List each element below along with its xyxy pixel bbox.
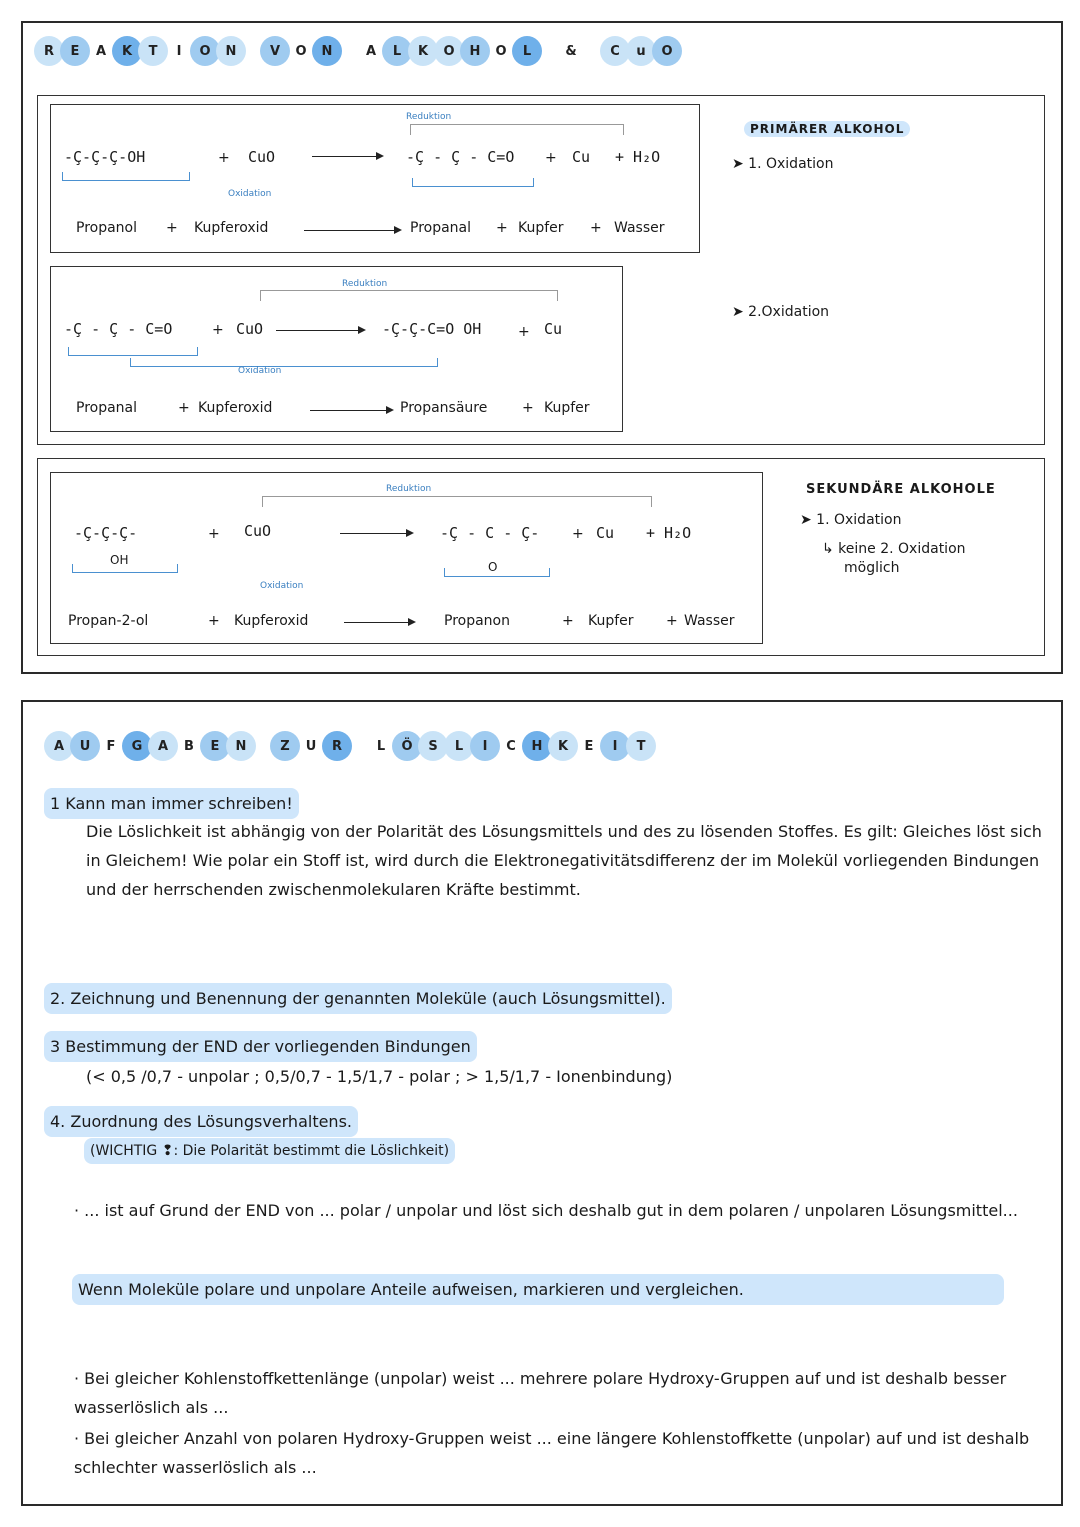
title-letter: N (312, 36, 342, 66)
reduction-label: Reduktion (386, 484, 432, 494)
title-letter: A (44, 731, 74, 761)
reduction-bracket (262, 496, 652, 507)
word-propanal: Propanal (410, 220, 472, 236)
word-kupfer: Kupfer (518, 220, 564, 236)
title-letter: N (226, 731, 256, 761)
reaction-arrow (312, 156, 382, 157)
title-letter: N (216, 36, 246, 66)
propanol-formula: -Ç-Ç-Ç-OH (64, 148, 146, 166)
oxidation-label: Oxidation (260, 581, 304, 591)
plus-sign: + (522, 400, 534, 416)
title-letter: L (382, 36, 412, 66)
title-letter: I (470, 731, 500, 761)
propan-2-ol-formula: -Ç-Ç-Ç- (74, 524, 138, 542)
title-letter: O (495, 43, 507, 59)
reduction-bracket (260, 290, 558, 301)
oxidation-label: Oxidation (228, 189, 272, 199)
title-letter: E (200, 731, 230, 761)
plus-sign: + (666, 613, 678, 629)
compare-instruction: Wenn Moleküle polare und unpolare Anteile aufweisen, markieren und vergleichen. (72, 1274, 1004, 1305)
plus-sign: + (208, 526, 220, 542)
plus-sign: + (166, 220, 178, 236)
word-wasser: Wasser (614, 220, 665, 236)
word-kupfer: Kupfer (544, 400, 590, 416)
oxidation-bracket (412, 178, 534, 187)
title-letter: K (112, 36, 142, 66)
title-letter: C (600, 36, 630, 66)
title-letter: A (365, 43, 377, 59)
reaction-arrow (340, 533, 412, 534)
title-letter: U (305, 738, 317, 754)
word-kupferoxid: Kupferoxid (198, 400, 273, 416)
word-propanal: Propanal (76, 400, 138, 416)
reduction-bracket (410, 124, 624, 135)
title-letter: V (260, 36, 290, 66)
cuo-formula: CuO (248, 148, 276, 166)
plus-sign: + (496, 220, 508, 236)
word-propanon: Propanon (444, 613, 510, 629)
word-propan-2-ol: Propan-2-ol (68, 613, 149, 629)
no-second-oxidation: ↳ keine 2. Oxidation (822, 541, 966, 557)
item2-heading: 2. Zeichnung und Benennung der genannten Moleküle (auch Lösungsmittel). (44, 983, 672, 1014)
plus-sign: + (178, 400, 190, 416)
title-letter: A (95, 43, 107, 59)
word-kupferoxid: Kupferoxid (194, 220, 269, 236)
title-letter: U (70, 731, 100, 761)
cu-formula: Cu (596, 524, 615, 542)
plus-sign: + (572, 526, 584, 542)
title-letter: O (295, 43, 307, 59)
section2-title (44, 731, 652, 761)
water-formula: + H₂O (615, 148, 661, 166)
plus-sign: + (518, 324, 530, 340)
plus-sign: + (590, 220, 602, 236)
word-wasser: Wasser (684, 613, 735, 629)
bullet-more-hydroxy: · Bei gleicher Kohlenstoffkettenlänge (unpolar) weist ... mehrere polare Hydroxy-Gruppen auf und ist deshalb besser wasserlöslich als ... (74, 1369, 1007, 1417)
title-letter: R (322, 731, 352, 761)
title-letter: G (122, 731, 152, 761)
title-letter: E (584, 738, 594, 754)
title-letter: L (444, 731, 474, 761)
title-letter: Ö (392, 731, 422, 761)
title-letter: K (408, 36, 438, 66)
reaction-arrow (310, 410, 392, 411)
plus-sign: + (562, 613, 574, 629)
plus-sign: + (218, 150, 230, 166)
oh-group: OH (110, 553, 129, 567)
oxidation-bracket (130, 358, 438, 367)
reaction-arrow (276, 330, 364, 331)
propanal-formula: -Ç - Ç - C=O (406, 148, 515, 166)
title-letter: T (626, 731, 656, 761)
cu-formula: Cu (572, 148, 591, 166)
item4-note: (WICHTIG ❢: Die Polarität bestimmt die Löslichkeit) (84, 1138, 455, 1164)
title-letter: K (548, 731, 578, 761)
title-letter: H (460, 36, 490, 66)
reduction-label: Reduktion (342, 279, 388, 289)
first-oxidation-note: ➤ 1. Oxidation (732, 156, 834, 172)
title-letter: u (626, 36, 656, 66)
word-kupfer: Kupfer (588, 613, 634, 629)
title-letter: L (512, 36, 542, 66)
title-letter: L (376, 738, 386, 754)
oxidation-bracket (62, 172, 190, 181)
template-sentence: · ... ist auf Grund der END von ... polar / unpolar und löst sich deshalb gut in dem polaren / unpolaren Lösungsmittel... (74, 1201, 1018, 1220)
oxygen-atom: O (488, 560, 498, 574)
title-letter: I (176, 43, 182, 59)
title-letter: C (506, 738, 516, 754)
title-letter: H (522, 731, 552, 761)
title-letter: S (418, 731, 448, 761)
reaction-arrow (304, 230, 400, 231)
oxidation-bracket (444, 568, 550, 577)
propanal-formula: -Ç - Ç - C=O (64, 320, 173, 338)
propansaeure-formula: -Ç-Ç-C=O OH (382, 320, 482, 338)
propanon-formula: -Ç - C - Ç- (440, 524, 540, 542)
plus-sign: + (545, 150, 557, 166)
bullet-longer-chain: · Bei gleicher Anzahl von polaren Hydroxy-Gruppen weist ... eine längere Kohlenstoffkette (unpolar) auf und ist deshalb schlechter wasserlöslich als ... (74, 1429, 1030, 1477)
item4-heading: 4. Zuordnung des Lösungsverhaltens. (44, 1106, 358, 1137)
title-letter: A (148, 731, 178, 761)
title-letter: I (600, 731, 630, 761)
word-kupferoxid: Kupferoxid (234, 613, 309, 629)
item1-text: Die Löslichkeit ist abhängig von der Polarität des Lösungsmittels und des zu lösenden Stoffes. Es gilt: Gleiches löst sich in Gleichem! Wie polar ein Stoff ist, wird durch die Elektronegativitätsdifferenz der im Molekül vorliegenden Bindungen und der herrschenden zwischenmolekularen Kräfte bestimmt. (86, 822, 1042, 899)
cuo-formula: CuO (236, 320, 264, 338)
reduction-label: Reduktion (406, 112, 452, 122)
item3-text: (< 0,5 /0,7 - unpolar ; 0,5/0,7 - 1,5/1,7 - polar ; > 1,5/1,7 - Ionenbindung) (86, 1067, 673, 1086)
word-propanol: Propanol (76, 220, 138, 236)
section1-title (34, 36, 678, 66)
title-letter: E (60, 36, 90, 66)
word-propansaeure: Propansäure (400, 400, 488, 416)
title-letter: B (184, 738, 194, 754)
title-letter: & (565, 43, 577, 59)
second-oxidation-note: ➤ 2.Oxidation (732, 304, 830, 320)
item1-heading: 1 Kann man immer schreiben! (44, 788, 299, 819)
secondary-alcohol-label: SEKUNDÄRE ALKOHOLE (806, 482, 996, 497)
title-letter: T (138, 36, 168, 66)
reaction-arrow (344, 622, 414, 623)
oxidation-label: Oxidation (238, 366, 282, 376)
item3-heading: 3 Bestimmung der END der vorliegenden Bindungen (44, 1031, 477, 1062)
title-letter: O (434, 36, 464, 66)
title-letter: O (652, 36, 682, 66)
secondary-first-oxidation: ➤ 1. Oxidation (800, 512, 902, 528)
cuo-formula: CuO (244, 522, 272, 540)
water-formula: + H₂O (646, 524, 692, 542)
oxidation-bracket (72, 564, 178, 573)
plus-sign: + (212, 322, 224, 338)
plus-sign: + (208, 613, 220, 629)
title-letter: Z (270, 731, 300, 761)
primary-alcohol-label: PRIMÄRER ALKOHOL (744, 121, 910, 137)
possible-note: möglich (844, 560, 900, 576)
title-letter: F (106, 738, 116, 754)
title-letter: O (190, 36, 220, 66)
title-letter: R (34, 36, 64, 66)
oxidation-bracket (68, 347, 198, 356)
cu-formula: Cu (544, 320, 563, 338)
